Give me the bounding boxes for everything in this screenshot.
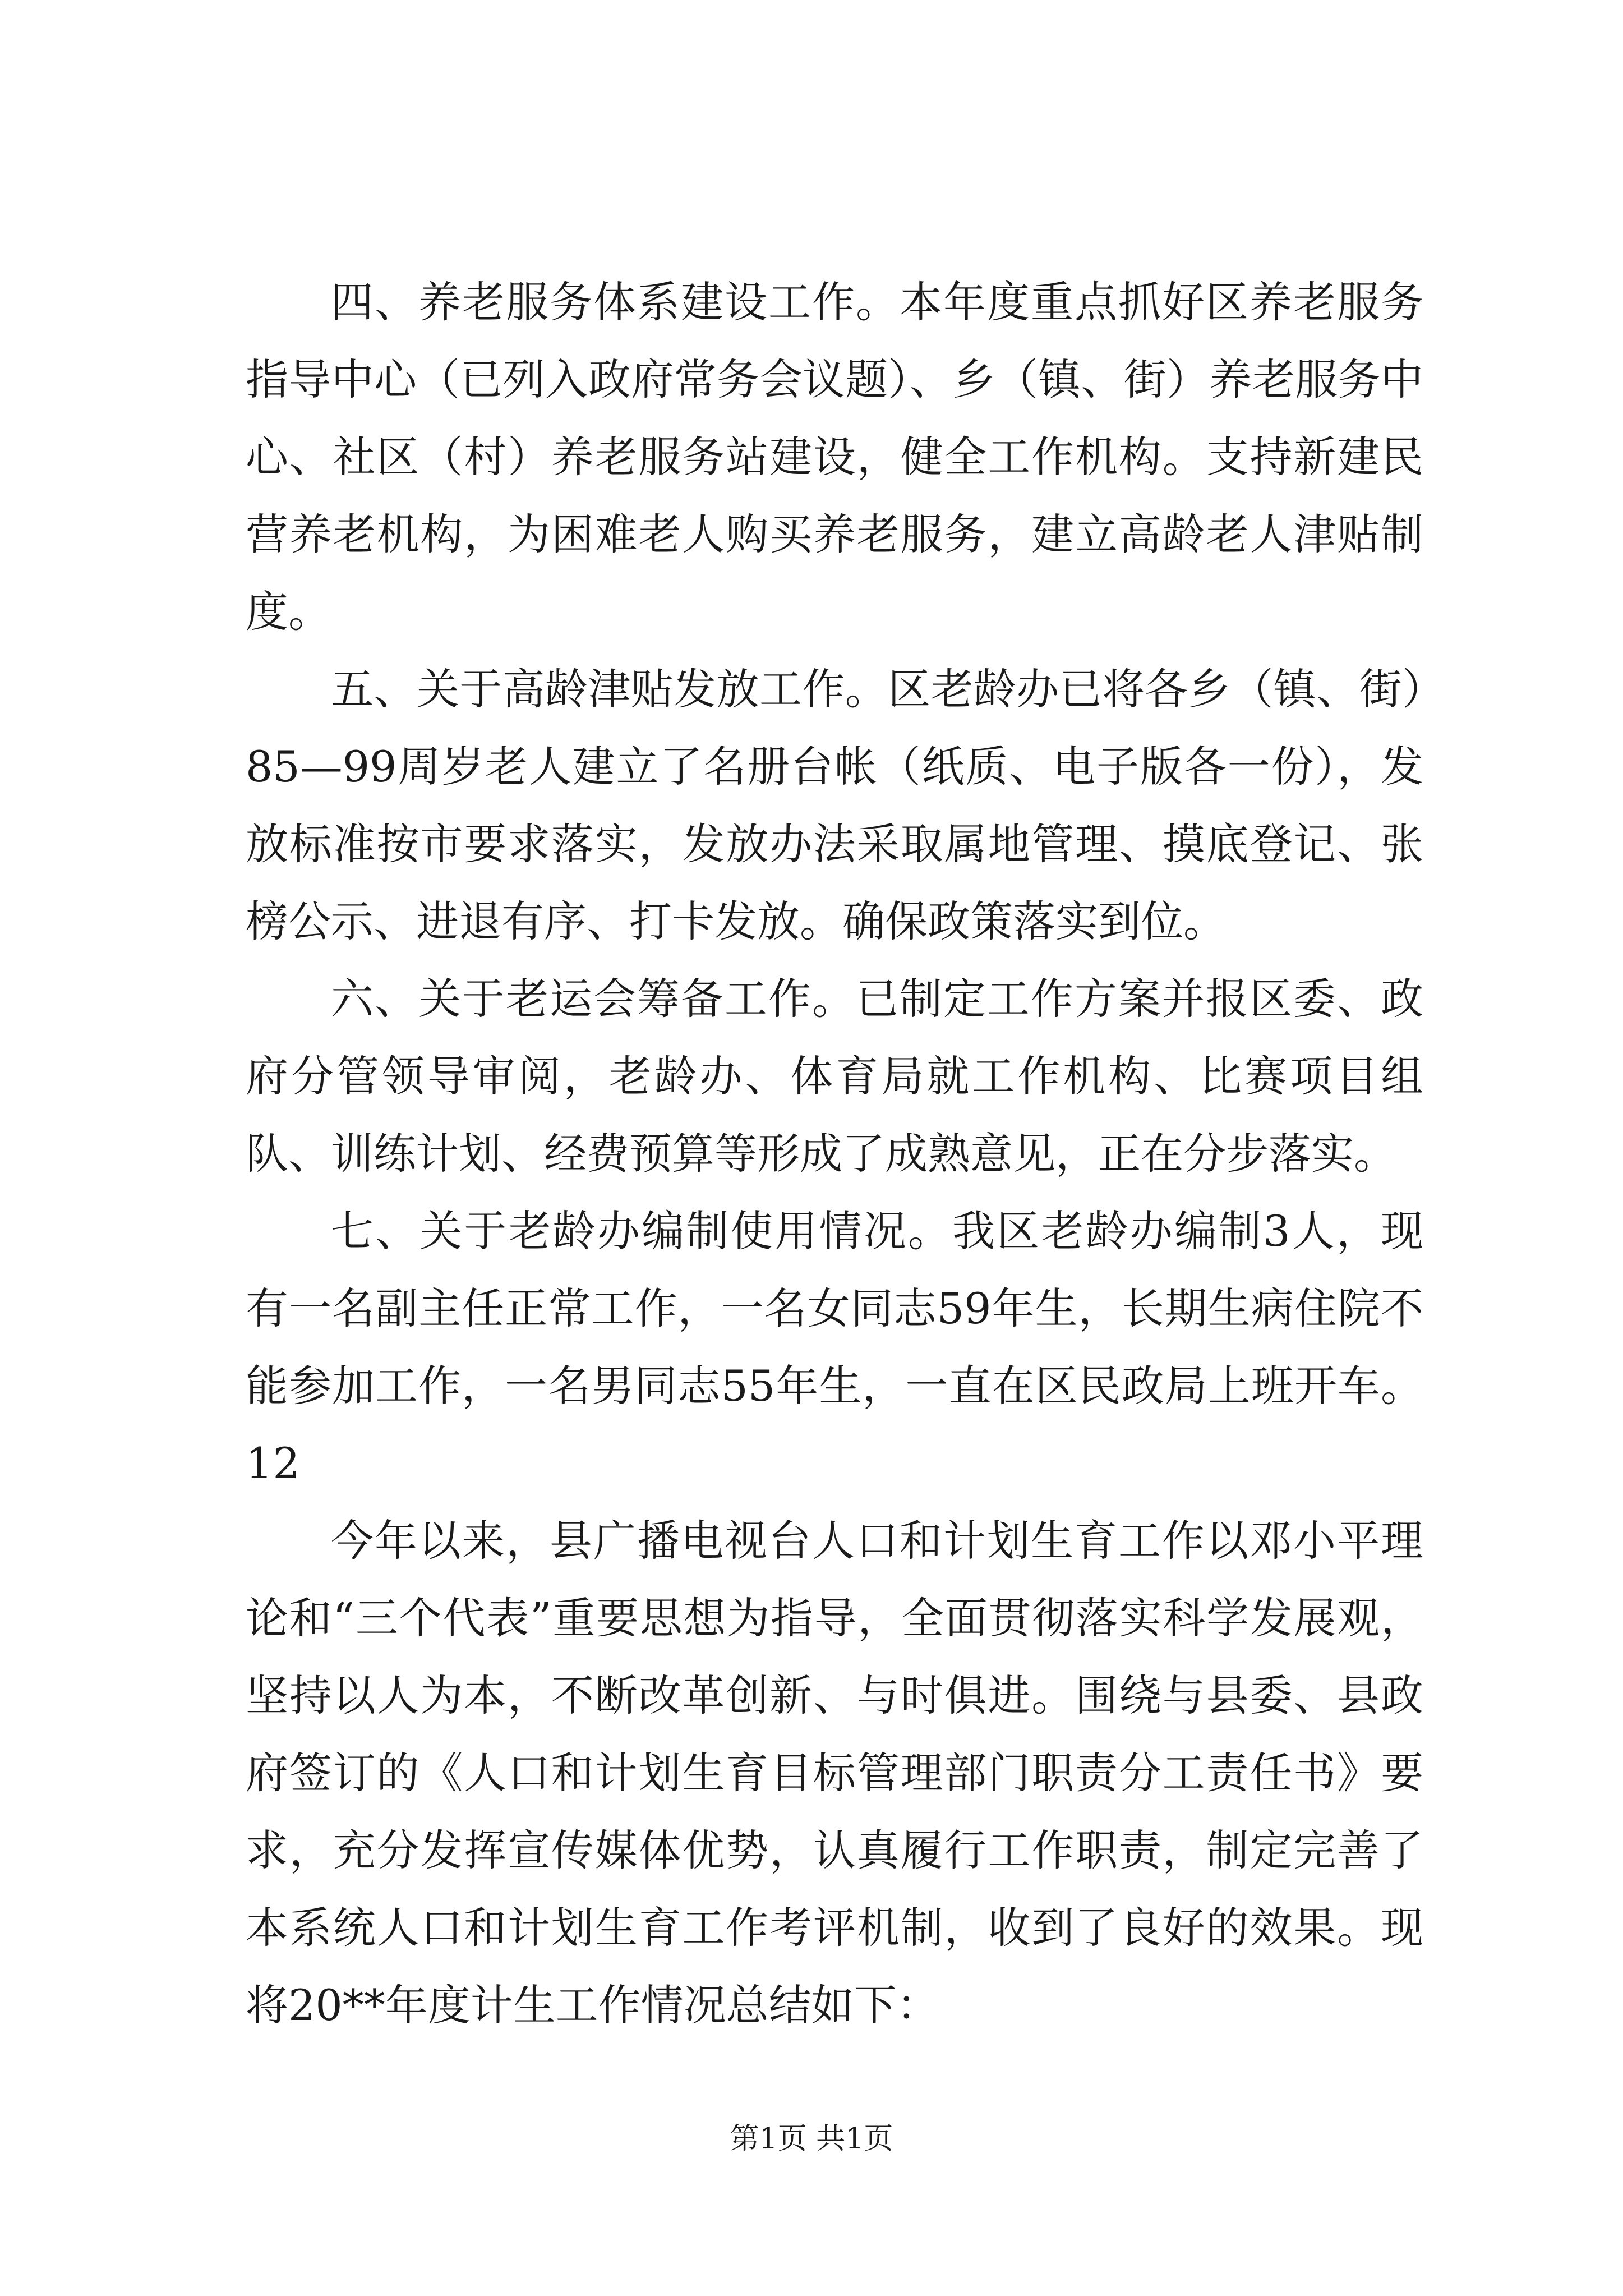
page-number-footer: 第1页 共1页 <box>730 2122 893 2156</box>
paragraph-elderly-service-system: 四、养老服务体系建设工作。本年度重点抓好区养老服务指导中心（已列入政府常务会议题）、乡（镇、街）养老服务中心、社区（村）养老服务站建设，健全工作机构。支持新建民营养老机构，为困难老人购买养老服务，建立高龄老人津贴制度。 <box>246 277 1423 637</box>
paragraph-staffing: 七、关于老龄办编制使用情况。我区老龄办编制3人，现有一名副主任正常工作，一名女同志59年生，长期生病住院不能参加工作，一名男同志55年生，一直在区民政局上班开车。12 <box>246 1206 1423 1488</box>
paragraph-senior-allowance: 五、关于高龄津贴发放工作。区老龄办已将各乡（镇、街）85—99周岁老人建立了名册台帐（纸质、电子版各一份），发放标准按市要求落实，发放办法采取属地管理、摸底登记、张榜公示、进退有序、打卡发放。确保政策落实到位。 <box>246 664 1423 946</box>
document-body <box>246 264 1423 2044</box>
paragraph-family-planning-summary: 今年以来，县广播电视台人口和计划生育工作以邓小平理论和“三个代表”重要思想为指导，全面贯彻落实科学发展观，坚持以人为本，不断改革创新、与时俱进。围绕与县委、县政府签订的《人口和计划生育目标管理部门职责分工责任书》要求，充分发挥宣传媒体优势，认真履行工作职责，制定完善了本系统人口和计划生育工作考评机制，收到了良好的效果。现将20**年度计生工作情况总结如下： <box>246 1516 1423 2030</box>
paragraph-senior-games: 六、关于老运会筹备工作。已制定工作方案并报区委、政府分管领导审阅，老龄办、体育局就工作机构、比赛项目组队、训练计划、经费预算等形成了成熟意见，正在分步落实。 <box>246 974 1423 1179</box>
